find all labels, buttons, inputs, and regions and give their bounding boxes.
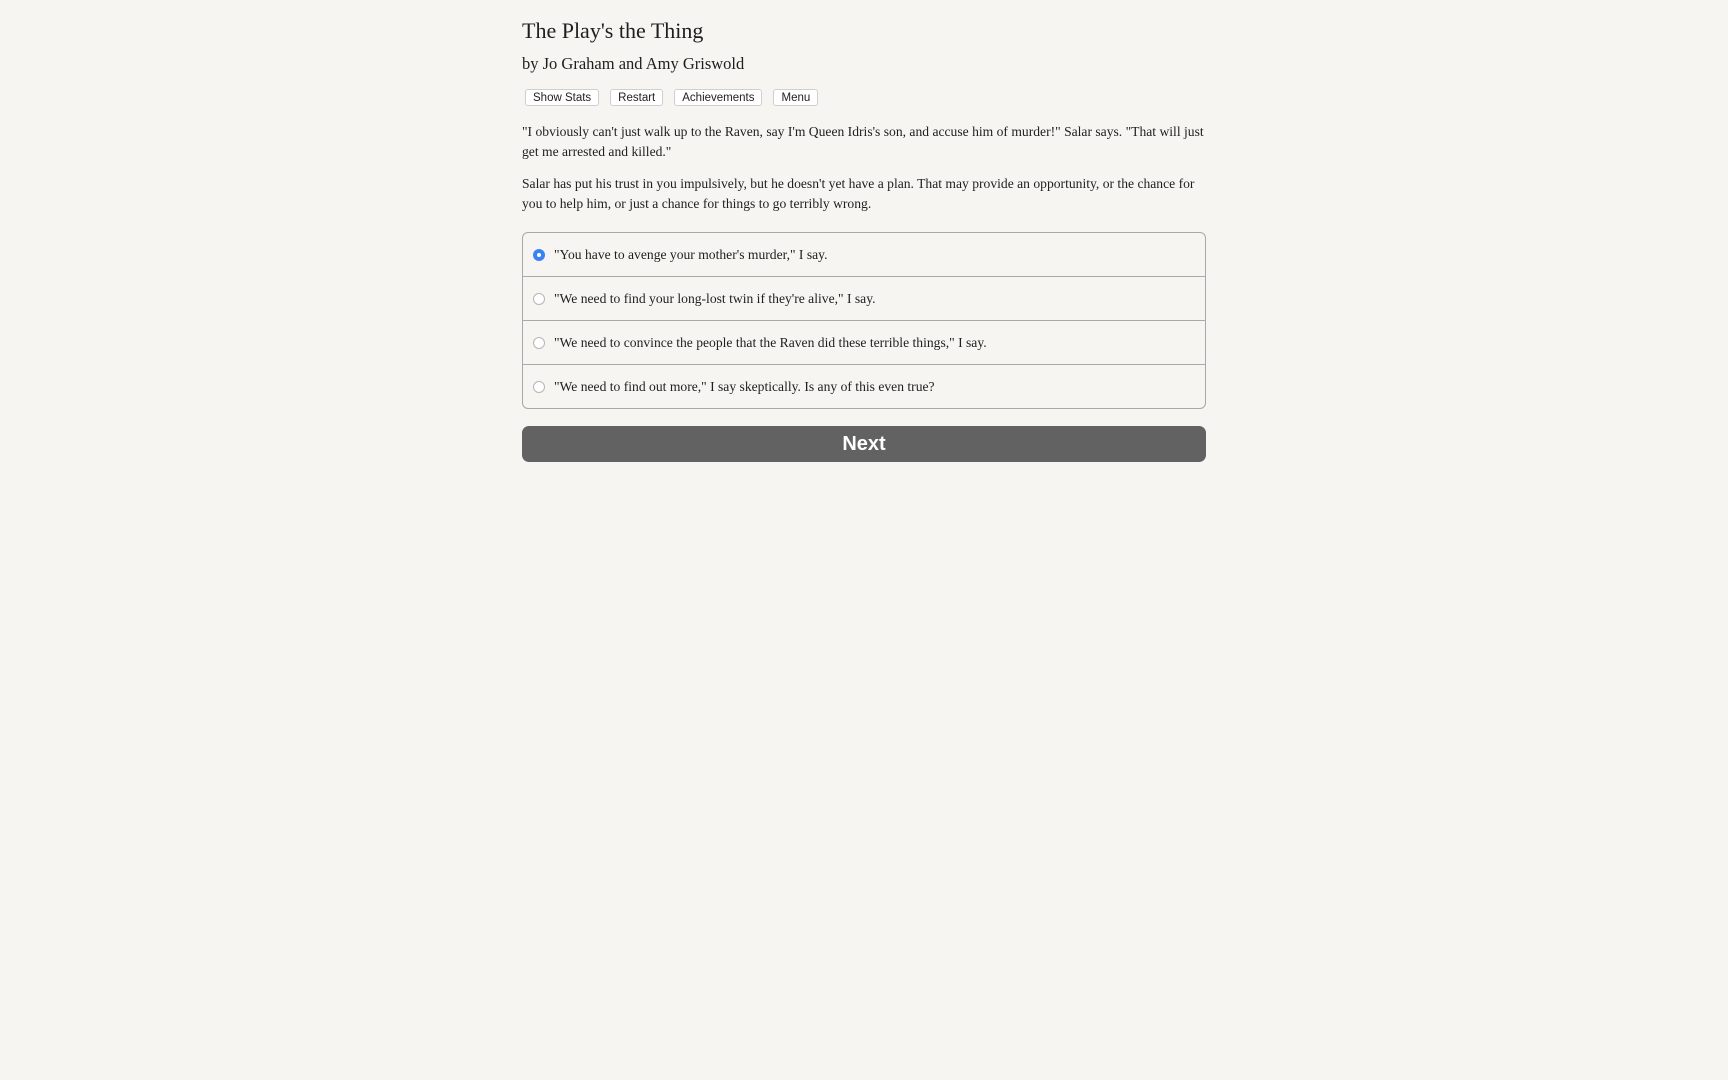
choice-option-1[interactable] [523,233,1205,277]
menu-button[interactable]: Menu [773,89,818,106]
next-button[interactable]: Next [522,426,1206,462]
radio-button[interactable] [533,249,545,261]
choice-list [522,232,1206,409]
radio-button[interactable] [533,381,545,393]
game-title: The Play's the Thing [522,18,704,43]
choice-label: "You have to avenge your mother's murder," I say. [554,246,828,262]
toolbar [525,89,818,106]
choice-label: "We need to find your long-lost twin if they're alive," I say. [554,290,876,306]
show-stats-button[interactable]: Show Stats [525,89,599,106]
achievements-button[interactable]: Achievements [674,89,762,106]
radio-button[interactable] [533,337,545,349]
choice-option-4[interactable] [523,365,1205,408]
choice-option-2[interactable] [523,277,1205,321]
restart-button[interactable]: Restart [610,89,663,106]
radio-button[interactable] [533,293,545,305]
game-author: by Jo Graham and Amy Griswold [522,54,745,73]
choice-option-3[interactable] [523,321,1205,365]
story-paragraph-1: "I obviously can't just walk up to the Raven, say I'm Queen Idris's son, and accuse him of murder!" Salar says. "That will just get me arrested and killed." [522,124,1204,159]
choice-label: "We need to find out more," I say skeptically. Is any of this even true? [554,378,935,394]
choice-label: "We need to convince the people that the Raven did these terrible things," I say. [554,334,987,350]
story-paragraph-2: Salar has put his trust in you impulsively, but he doesn't yet have a plan. That may provide an opportunity, or the chance for you to help him, or just a chance for things to go terribly wrong. [522,176,1195,211]
